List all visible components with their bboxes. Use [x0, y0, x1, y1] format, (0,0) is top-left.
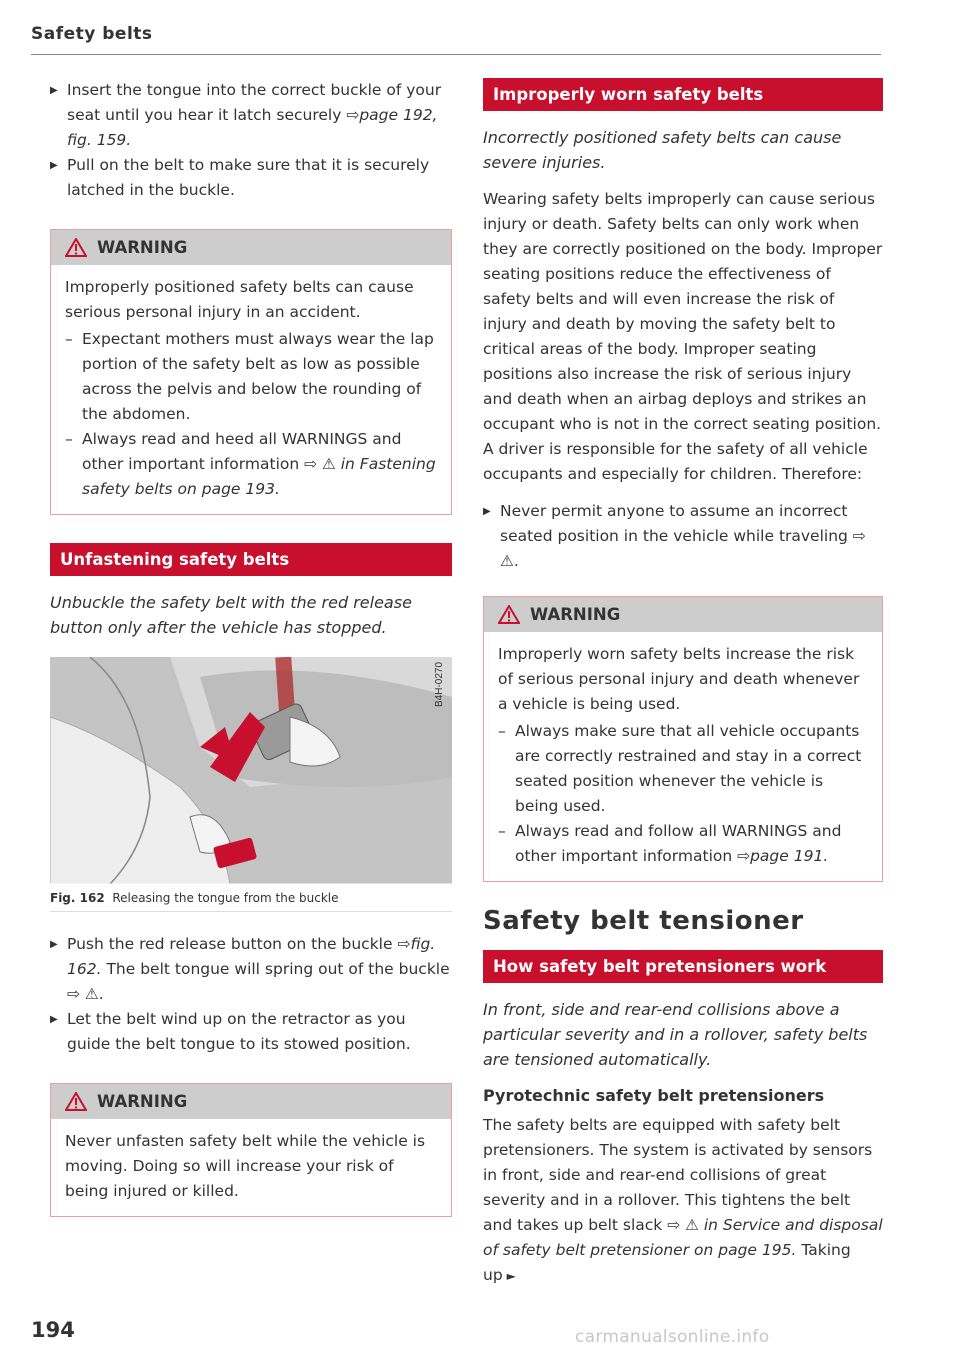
- step-never-permit: ▶ Never permit anyone to assume an incorrect seated position in the vehicle while traveling ⇨ ⚠.: [483, 499, 883, 574]
- bullet-triangle-icon: ▶: [50, 1014, 58, 1025]
- warning-heading: WARNING: [484, 597, 882, 632]
- warning-body: Improperly positioned safety belts can cause serious personal injury in an accident. – Expectant mothers must always wear the lap portion of the safety belt as low as possible across the pelvis and below the rounding of the abdomen. – Always read and heed all WARNINGS and other important information ⇨ ⚠ in Fastening safety belts on page 193.: [51, 265, 451, 514]
- step-insert-tongue: ▶ Insert the tongue into the correct buckle of your seat until you hear it latch securely ⇨page 192, fig. 159.: [50, 78, 452, 153]
- warning-list-item: – Always read and heed all WARNINGS and other important information ⇨ ⚠ in Fastening safety belts on page 193.: [65, 430, 436, 498]
- subheading: Pyrotechnic safety belt pretensioners: [483, 1086, 825, 1105]
- bullet-triangle-icon: ▶: [50, 160, 58, 171]
- warning-triangle-icon: [498, 605, 520, 624]
- section-title-pretensioners: How safety belt pretensioners work: [483, 950, 883, 983]
- warning-box-improperly-worn: [483, 596, 883, 882]
- figure-caption: Fig. 162 Releasing the tongue from the buckle: [50, 891, 452, 912]
- step-wind-belt: ▶ Let the belt wind up on the retractor as you guide the belt tongue to its stowed position.: [50, 1007, 452, 1057]
- warning-body: Improperly worn safety belts increase the risk of serious personal injury and death whenever a vehicle is being used. – Always make sure that all vehicle occupants are correctly restrained and stay in a correct seated position whenever the vehicle is being used. – Always read and follow all WARNINGS and other important information ⇨page 191.: [484, 632, 882, 881]
- warning-heading: WARNING: [51, 1084, 451, 1119]
- section-intro: Unbuckle the safety belt with the red release button only after the vehicle has stopped.: [50, 593, 412, 637]
- step-push-release: ▶ Push the red release button on the buckle ⇨fig. 162. The belt tongue will spring out of the buckle ⇨ ⚠.: [50, 932, 452, 1007]
- page-reference-link[interactable]: ⇨page 192, fig. 159.: [67, 106, 438, 149]
- warning-box-unfasten: [50, 1083, 452, 1217]
- page-header: [31, 24, 881, 55]
- warning-list-item: – Expectant mothers must always wear the lap portion of the safety belt as low as possible across the pelvis and below the rounding of the abdomen.: [65, 330, 434, 423]
- page-header-title: Safety belts: [31, 24, 153, 44]
- figure-reference-link[interactable]: ⇨fig. 162.: [67, 935, 436, 978]
- warning-triangle-icon: [65, 1092, 87, 1111]
- figure-code: B4H-0270: [434, 661, 445, 707]
- step-pull-belt: ▶ Pull on the belt to make sure that it is securely latched in the buckle.: [50, 153, 452, 203]
- section-intro: Incorrectly positioned safety belts can cause severe injuries.: [483, 128, 842, 172]
- watermark: carmanualsonline.info: [575, 1327, 770, 1347]
- chapter-title: Safety belt tensioner: [483, 906, 804, 936]
- continue-arrow-icon: ►: [506, 1269, 516, 1283]
- warning-heading: WARNING: [51, 230, 451, 265]
- section-title-unfastening: Unfastening safety belts: [50, 543, 452, 576]
- warning-triangle-icon: [65, 238, 87, 257]
- warning-reference-link[interactable]: ⚠ in Fastening safety belts on page 193.: [82, 455, 436, 498]
- figure-releasing-tongue: [50, 657, 452, 884]
- warning-box-positioning: [50, 229, 452, 515]
- right-column: [483, 78, 883, 1289]
- page-number: 194: [31, 1318, 75, 1342]
- service-reference-link[interactable]: ⚠ in Service and disposal of safety belt pretensioner on page 195.: [483, 1216, 883, 1259]
- warning-list-item: – Always make sure that all vehicle occupants are correctly restrained and stay in a correct seated position whenever the vehicle is being used.: [498, 722, 862, 815]
- warning-body: Never unfasten safety belt while the vehicle is moving. Doing so will increase your risk of being injured or killed.: [65, 1132, 426, 1200]
- figure-illustration: [50, 657, 452, 884]
- figure-label: Fig. 162: [50, 891, 105, 905]
- section-title-improperly-worn: Improperly worn safety belts: [483, 78, 883, 111]
- warning-list-item: – Always read and follow all WARNINGS and other important information ⇨page 191.: [498, 822, 842, 865]
- bullet-triangle-icon: ▶: [50, 85, 58, 96]
- bullet-triangle-icon: ▶: [483, 506, 491, 517]
- page-reference-link[interactable]: ⇨page 191.: [737, 847, 829, 865]
- section-body: The safety belts are equipped with safety belt pretensioners. The system is activated by sensors in front, side and rear-end collisions of great severity and in a rollover. This tightens the belt and takes up belt slack ⇨ ⚠ in Service and disposal of safety belt pretensioner on page 195. Taking up ►: [483, 1116, 883, 1284]
- section-body: Wearing safety belts improperly can cause serious injury or death. Safety belts can only work when they are correctly positioned on the body. Improper seating positions reduce the effectiveness of safety belts and will even increase the risk of injury and death by moving the safety belt to critical areas of the body. Improper seating positions also increase the risk of serious injury and death when an airbag deploys and strikes an occupant who is not in the correct seating position. A driver is responsible for the safety of all vehicle occupants and especially for children. Therefore:: [483, 190, 883, 483]
- left-column: [50, 78, 452, 1217]
- bullet-triangle-icon: ▶: [50, 939, 58, 950]
- section-intro: In front, side and rear-end collisions above a particular severity and in a rollover, safety belts are tensioned automatically.: [483, 1000, 868, 1069]
